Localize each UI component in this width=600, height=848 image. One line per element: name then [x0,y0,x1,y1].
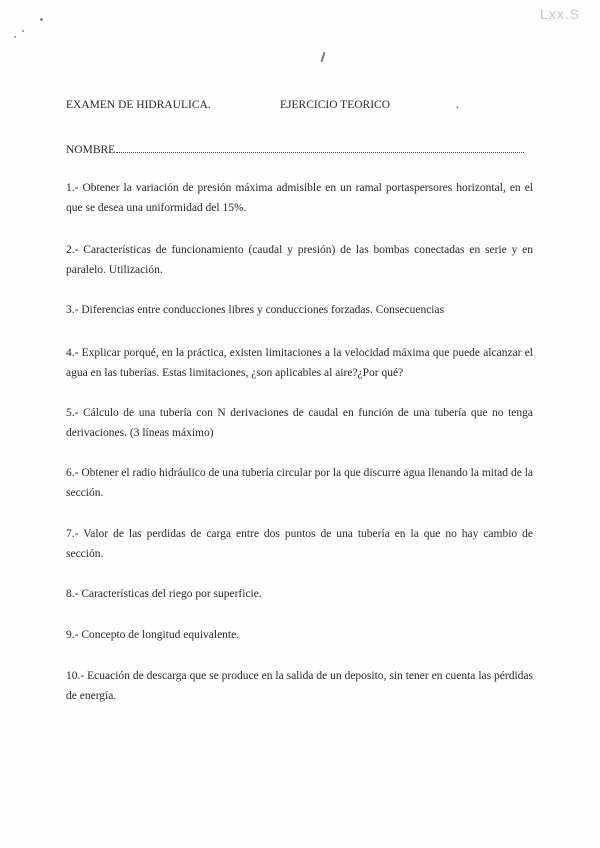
name-blank [116,143,524,153]
question-3: 3.- Diferencias entre conducciones libres y conducciones forzadas. Consecuencias [66,304,445,316]
question-9: 9.- Concepto de longitud equivalente. [66,629,240,641]
question-1: 1.- Obtener la variación de presión máxima admisible en un ramal portaspersores horizontal, en el que se desea una uniformidad del 15%. [66,182,533,214]
pen-mark [321,52,326,62]
header-dot: . [456,99,459,111]
question-8: 8.- Características del riego por superficie. [66,588,262,600]
scan-speck [14,36,16,38]
corner-annotation: Lxx.S [539,6,580,22]
exam-header [66,99,459,111]
question-6: 6.- Obtener el radio hidráulico de una tubería circular por la que discurre agua llenando la mitad de la sección. [66,467,533,499]
exam-title: EXAMEN DE HIDRAULICA. [66,99,211,111]
question-7: 7.- Valor de las perdidas de carga entre dos puntos de una tubería en la que no hay cambio de sección. [66,528,533,560]
exercise-title: EJERCICIO TEORICO [280,99,390,111]
question-5: 5.- Cálculo de una tubería con N derivaciones de caudal en función de una tubería que no tenga derivaciones. (3 líneas máximo) [66,407,533,439]
question-10: 10.- Ecuación de descarga que se produce en la salida de un deposito, sin tener en cuenta las pérdidas de energía. [66,670,533,702]
scan-speck [40,18,43,21]
name-line [66,143,524,156]
question-4: 4.- Explicar porqué, en la práctica, existen limitaciones a la velocidad máxima que puede alcanzar el agua en las tuberías. Estas limitaciones, ¿son aplicables al aire?¿Por qué? [66,347,533,379]
scan-speck [22,30,24,32]
name-label: NOMBRE [66,144,116,156]
question-2: 2.- Características de funcionamiento (caudal y presión) de las bombas conectadas en serie y en paralelo. Utilización. [66,244,533,276]
